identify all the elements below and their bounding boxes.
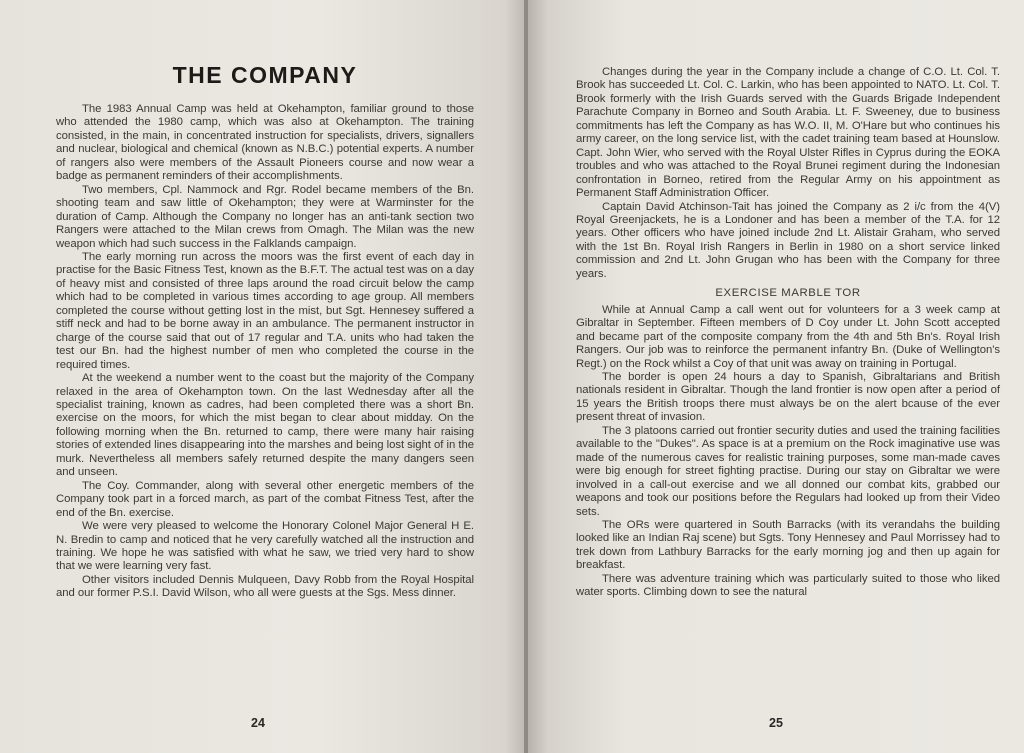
left-text-column	[56, 62, 474, 601]
paragraph: The ORs were quartered in South Barracks (with its verandahs the building looked like an Indian Raj scene) but Sgts. Tony Hennesey and Paul Morrissey had to trek down from Lathbury Barracks for the early morning jog and then up again for breakfast.	[576, 518, 1000, 572]
section-subheading: EXERCISE MARBLE TOR	[715, 287, 861, 300]
paragraph: The 1983 Annual Camp was held at Okehampton, familiar ground to those who attended the 1980 camp, which was also at Okehampton. The training consisted, in the main, in concentrated instruction for specialists, drivers, signallers and nuclear, biological and chemical (known as N.B.C.) potential experts. A number of rangers also were members of the Assault Pioneers course and now wear a badge as permanent reminders of their accomplishments.	[56, 103, 474, 183]
paragraph: The border is open 24 hours a day to Spanish, Gibraltarians and British nationals resident in Gibraltar. Though the land frontier is now open after a period of 15 years the British troops there must always be on the alert bcause of the ever present threat of invasion.	[576, 370, 1000, 424]
paragraph: The Coy. Commander, along with several other energetic members of the Company took part in a forced march, as part of the combat Fitness Test, after the end of the Bn. exercise.	[56, 479, 474, 519]
right-text-column	[576, 66, 1000, 600]
paragraph: We were very pleased to welcome the Honorary Colonel Major General H E. N. Bredin to camp and noticed that he very carefully watched all the instruction and training. We hope he was satisfied with what he saw, we tried very hard to show that we were learning very fast.	[56, 520, 474, 573]
page-number-left: 24	[251, 716, 265, 730]
paragraph: The 3 platoons carried out frontier security duties and used the training facilities available to the "Dukes". As space is at a premium on the Rock imaginative use was made of the numerous caves for realistic training purposes, some man-made caves were big enough for street fighting practise. During our stay on Gibraltar we were involved in a call-out exercise and we all donned our combat kits, grabbed our weapons and took our positions before the Regulars had looked up from their Video sets.	[576, 424, 1000, 518]
right-page	[528, 0, 1024, 753]
paragraph: At the weekend a number went to the coast but the majority of the Company relaxed in the area of Okehampton town. On the last Wednesday after all the specialist training, known as cadres, had been completed there was a short Bn. exercise on the moors, for which the mist began to clear about midday. On the following morning when the Bn. returned to camp, there were many hair raising stories of extended lines disappearing into the marshes and being lost sight of in the murk. Nevertheless all members safely returned despite the many dangers seen and unseen.	[56, 372, 474, 479]
paragraph: Two members, Cpl. Nammock and Rgr. Rodel became members of the Bn. shooting team and saw little of Okehampton; they were at Warminster for the duration of Camp. Although the Company no longer has an anti-tank section two Rangers were attached to the Milan crews from Omagh. The Milan was the new weapon which had such success in the Falklands campaign.	[56, 183, 474, 250]
paragraph: Captain David Atchinson-Tait has joined the Company as 2 i/c from the 4(V) Royal Greenjackets, he is a Londoner and has been a member of the T.A. for 12 years. Other officers who have joined include 2nd Lt. Alistair Graham, who served with the 1st Bn. Royal Irish Rangers in Berlin in 1980 on a short service linked commission and 2nd Lt. John Grugan who has been with the Company for three years.	[576, 200, 1000, 280]
page-title: THE COMPANY	[172, 62, 358, 88]
paragraph: Changes during the year in the Company include a change of C.O. Lt. Col. T. Brook has succeeded Lt. Col. C. Larkin, who has been appointed to NATO. Lt. Col. T. Brook formerly with the Irish Guards served with the Guards Brigade Independent Parachute Company in Borneo and South Arabia. Lt. F. Sweeney, due to business commitments has left the Company as has W.O. II, M. O'Hare but who continues his army career, on the long service list, with the cadet training team based at Hounslow. Capt. John Wier, who served with the Royal Ulster Rifles in Cyprus during the EOKA troubles and who was attached to the Royal Brunei regiment during the Indonesian confrontation in Borneo, retired from the Regular Army on his appointment as Permanent Staff Administration Officer.	[576, 66, 1000, 200]
page-number-right: 25	[769, 716, 783, 730]
paragraph: The early morning run across the moors was the first event of each day in practise for the Basic Fitness Test, known as the B.F.T. The actual test was on a day of heavy mist and consisted of three laps around the road circuit below the camp which had to be completed in various times according to age group. All members completed the course without getting lost in the mist, but Sgt. Hennesey suffered a stiff neck and had to be borne away in an ambulance. The permanent instructor in charge of the course said that out of 17 regular and T.A. units who had taken the test our Bn. had the highest number of men who completed the course in the required times.	[56, 250, 474, 371]
paragraph: Other visitors included Dennis Mulqueen, Davy Robb from the Royal Hospital and our former P.S.I. David Wilson, who all were guests at the Sgs. Mess dinner.	[56, 573, 474, 600]
paragraph: There was adventure training which was particularly suited to those who liked water sports. Climbing down to see the natural	[576, 572, 1000, 599]
paragraph: While at Annual Camp a call went out for volunteers for a 3 week camp at Gibraltar in September. Fifteen members of D Coy under Lt. John Scott accepted and became part of the composite company from the 4th and 5th Bn's. Royal Irish Rangers. Our job was to reinforce the permanent infantry Bn. (Duke of Wellington's Regt.) on the Rock whilst a Coy of that unit was away on training in Portugal.	[576, 303, 1000, 370]
